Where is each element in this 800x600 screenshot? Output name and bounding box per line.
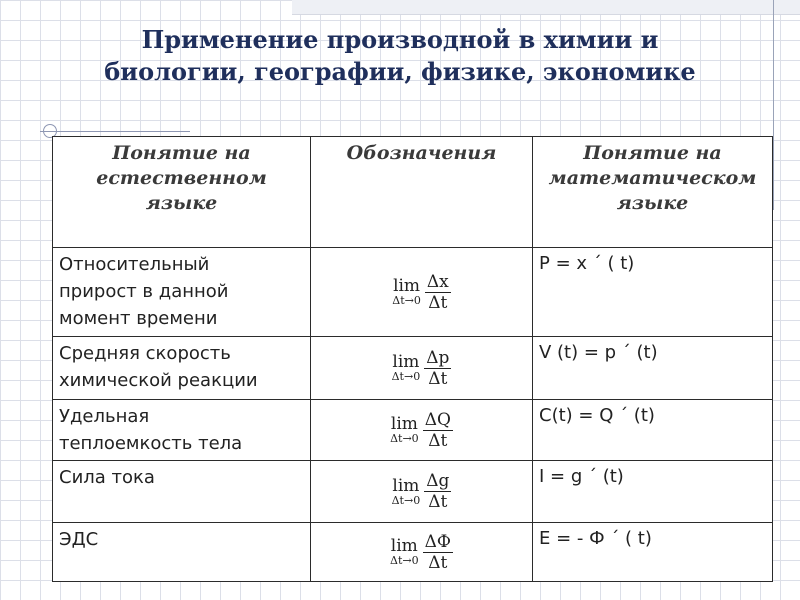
fraction-numerator: ΔФ [424,531,451,552]
concept-text: Удельная [59,406,150,427]
math-cell: C(t) = Q ´ (t) [533,400,773,461]
math-cell: I = g ´ (t) [533,461,773,523]
notation-cell [311,461,533,523]
notation-cell [311,248,533,337]
header-text: естественном [96,167,267,189]
decor-line [40,131,190,132]
header-text: Понятие на [583,142,722,164]
lim-word: lim [393,276,421,296]
fraction [424,471,451,512]
lim-subscript: Δt→0 [390,554,419,567]
concept-text: Относительный [59,254,210,275]
fraction-denominator: Δt [428,292,448,313]
limit-formula [390,410,453,451]
math-cell: E = - Ф ´ ( t) [533,523,773,582]
concept-cell [53,400,311,461]
lim-word: lim [390,536,418,556]
limit-operator [392,353,421,383]
header-text: языке [616,192,689,214]
fraction-denominator: Δt [428,430,448,451]
header-natural-language [53,137,311,248]
concept-text: теплоемкость тела [59,433,243,454]
math-cell: P = x ´ ( t) [533,248,773,337]
limit-formula [392,272,450,313]
notation-cell [311,400,533,461]
notation-cell [311,337,533,400]
fraction [425,272,451,313]
table-row [53,461,773,523]
fraction-denominator: Δt [428,552,448,573]
top-decor-bar [292,0,800,15]
fraction-denominator: Δt [428,368,448,389]
concept-cell [53,337,311,400]
concept-cell [53,461,311,523]
lim-subscript: Δt→0 [390,432,419,445]
concept-text: момент времени [59,308,218,329]
fraction-numerator: Δp [426,347,450,368]
lim-word: lim [392,352,420,372]
header-text: математическом [548,167,757,189]
table-row [53,400,773,461]
page-title [0,24,800,88]
title-line-2: биологии, географии, физике, экономике [104,57,696,86]
lim-word: lim [390,414,418,434]
limit-operator [392,477,421,507]
header-text: Обозначения [346,142,497,164]
table-row [53,523,773,582]
concept-cell [53,248,311,337]
concept-text: химической реакции [59,370,258,391]
concept-cell [53,523,311,582]
header-text: языке [145,192,218,214]
title-line-1: Применение производной в химии и [141,25,659,54]
header-notation [311,137,533,248]
math-cell: V (t) = p ´ (t) [533,337,773,400]
fraction-numerator: Δx [426,271,449,292]
header-text: Понятие на [112,142,251,164]
fraction [424,348,451,389]
limit-operator [390,415,419,445]
table-row [53,337,773,400]
notation-cell [311,523,533,582]
fraction-numerator: Δg [426,471,450,491]
fraction [423,532,453,573]
lim-subscript: Δt→0 [392,294,421,307]
limit-formula [390,532,453,573]
table-header-row [53,137,773,248]
table-row [53,248,773,337]
concept-text: Сила тока [59,467,155,488]
lim-subscript: Δt→0 [391,493,421,507]
fraction-denominator: Δt [428,492,448,512]
fraction [423,410,453,451]
concept-text: прирост в данной [59,281,229,302]
header-math-language [533,137,773,248]
lim-word: lim [392,475,420,496]
lim-subscript: Δt→0 [391,370,421,383]
limit-formula [392,348,452,389]
concept-text: ЭДС [59,529,99,550]
fraction-numerator: ΔQ [424,409,451,430]
limit-operator [392,277,421,307]
limit-formula [392,471,452,512]
limit-operator [390,537,419,567]
concept-text: Средняя скорость [59,343,231,364]
derivative-table [52,136,773,582]
